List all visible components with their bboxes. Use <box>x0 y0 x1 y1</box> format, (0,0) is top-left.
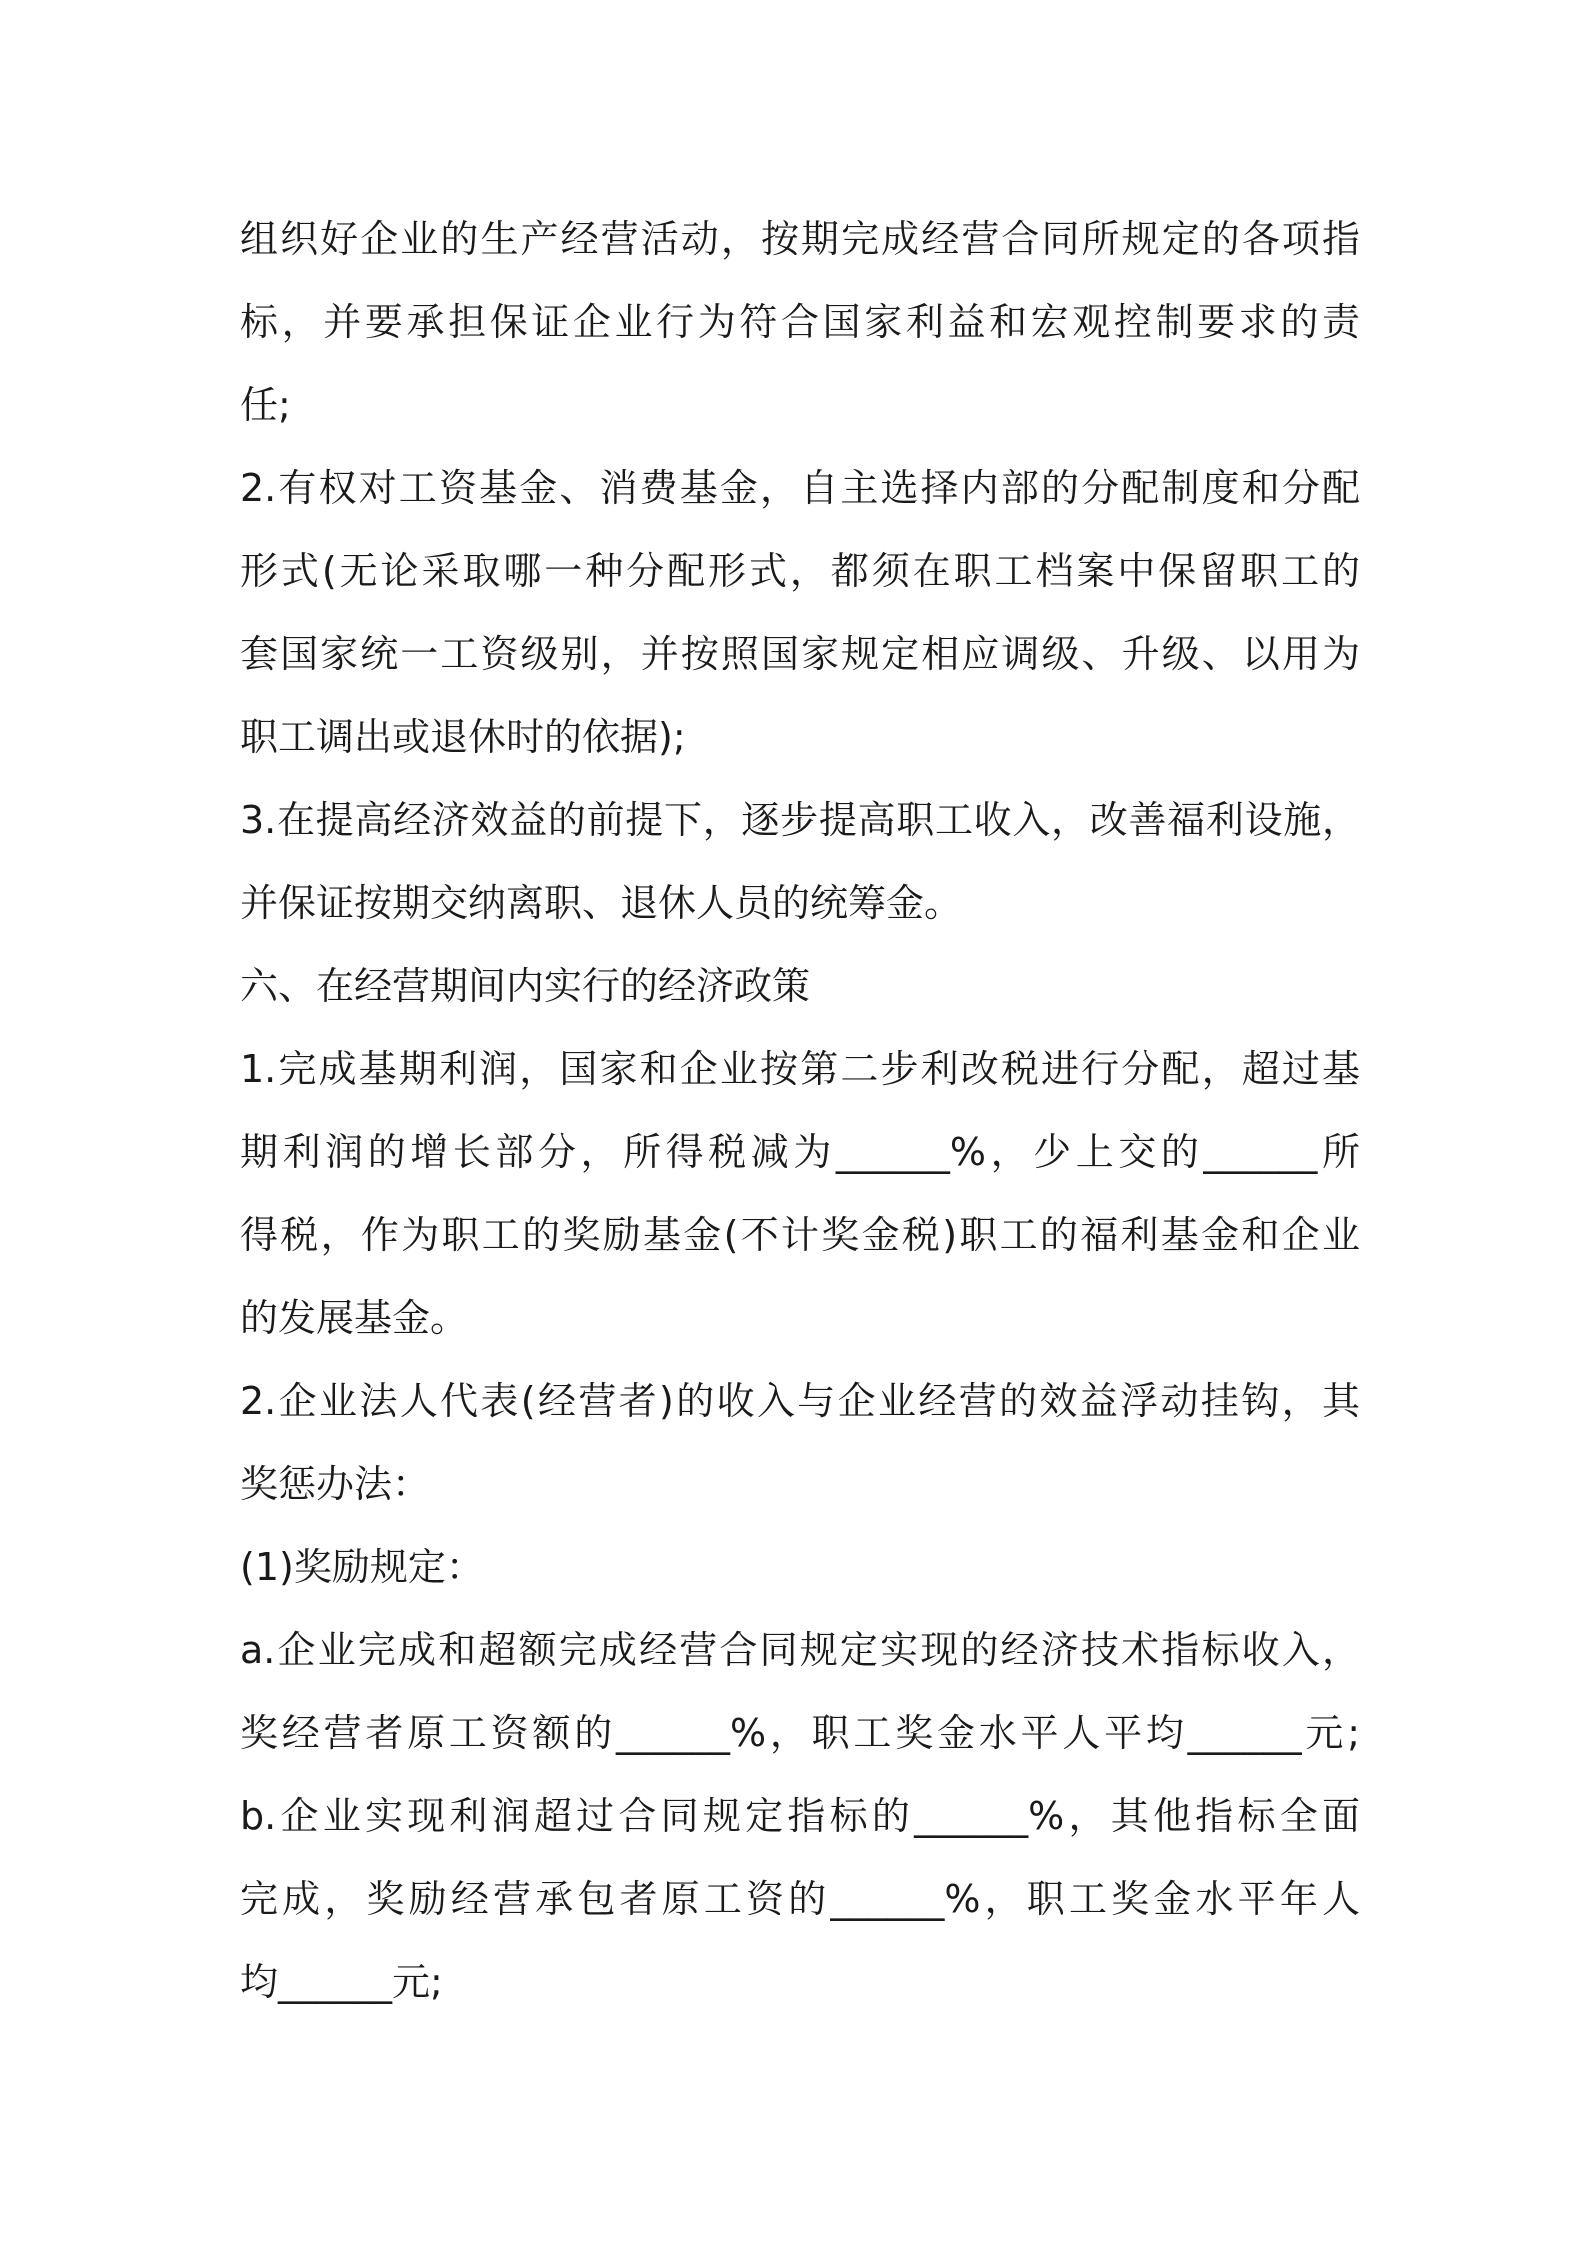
text-line: 奖惩办法： <box>240 1462 431 1506</box>
text-line: b.企业实现利润超过合同规定指标的______%，其他指标全面 <box>240 1794 1360 1838</box>
text-line: 的发展基金。 <box>240 1296 469 1340</box>
text-line: 组织好企业的生产经营活动，按期完成经营合同所规定的各项指 <box>240 217 1360 261</box>
text-line: 套国家统一工资级别，并按照国家规定相应调级、升级、以用为 <box>240 632 1360 676</box>
text-line: 期利润的增长部分，所得税减为______%，少上交的______所 <box>240 1130 1360 1174</box>
section-heading: 六、在经营期间内实行的经济政策 <box>240 964 811 1008</box>
text-line: 形式(无论采取哪一种分配形式，都须在职工档案中保留职工的 <box>240 549 1360 593</box>
text-line: a.企业完成和超额完成经营合同规定实现的经济技术指标收入， <box>240 1628 1360 1672</box>
text-line: 并保证按期交纳离职、退休人员的统筹金。 <box>240 881 963 925</box>
text-line: 均______元; <box>240 1960 443 2004</box>
text-line: 任; <box>240 383 291 427</box>
text-line: 2.企业法人代表(经营者)的收入与企业经营的效益浮动挂钩，其 <box>240 1379 1360 1423</box>
text-line: 1.完成基期利润，国家和企业按第二步利改税进行分配，超过基 <box>240 1047 1360 1091</box>
text-line: 标，并要承担保证企业行为符合国家利益和宏观控制要求的责 <box>240 300 1360 344</box>
text-line: 2.有权对工资基金、消费基金，自主选择内部的分配制度和分配 <box>240 466 1360 510</box>
body-text <box>240 198 1360 2024</box>
text-line: 3.在提高经济效益的前提下，逐步提高职工收入，改善福利设施， <box>240 798 1360 842</box>
text-line: 完成，奖励经营承包者原工资的______%，职工奖金水平年人 <box>240 1877 1360 1921</box>
text-line: 奖经营者原工资额的______%，职工奖金水平人平均______元; <box>240 1711 1360 1755</box>
text-line: (1)奖励规定： <box>240 1545 484 1589</box>
text-line: 得税，作为职工的奖励基金(不计奖金税)职工的福利基金和企业 <box>240 1213 1360 1257</box>
text-line: 职工调出或退休时的依据); <box>240 715 686 759</box>
